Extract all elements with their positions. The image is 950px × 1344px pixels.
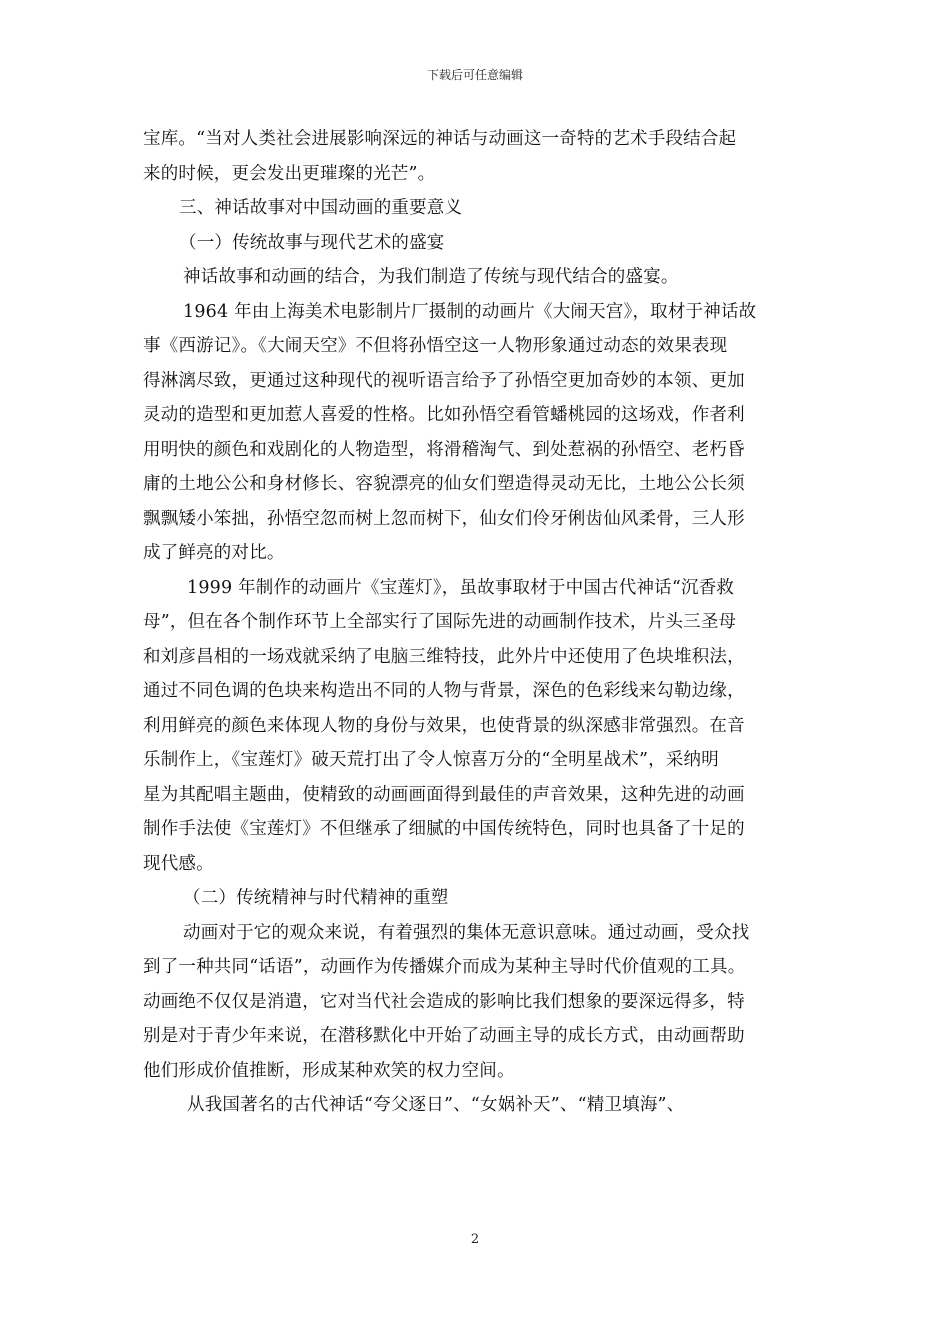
text-line: 来的时候，更会发出更璀璨的光芒”。	[143, 163, 436, 184]
text-line: 用明快的颜色和戏剧化的人物造型，将滑稽淘气、到处惹祸的孙悟空、老朽昏	[143, 439, 745, 460]
text-line: 宝库。“当对人类社会进展影响深远的神话与动画这一奇特的艺术手段结合起	[143, 129, 737, 149]
text-line: 现代感。	[143, 853, 214, 874]
text-line: 母”，但在各个制作环节上全部实行了国际先进的动画制作技术，片头三圣母	[143, 612, 737, 632]
text-line: 别是对于青少年来说，在潜移默化中开始了动画主导的成长方式，由动画帮助	[143, 1026, 745, 1046]
text-line: 事《西游记》。《大闹天空》不但将孙悟空这一人物形象通过动态的效果表现	[143, 336, 728, 356]
text-line: 乐制作上，《宝莲灯》破天荒打出了令人惊喜万分的“全明星战术”，采纳明	[143, 750, 719, 770]
page-header: 下载后可任意编辑	[426, 68, 523, 82]
text-line: 星为其配唱主题曲，使精致的动画画面得到最佳的声音效果，这种先进的动画	[143, 784, 745, 805]
text-line: 庸的土地公公和身材修长、容貌漂亮的仙女们塑造得灵动无比，土地公公长须	[143, 474, 745, 494]
document-body	[143, 122, 813, 1123]
text-line: 从我国著名的古代神话“夸父逐日”、“女娲补天”、“精卫填海”、	[187, 1095, 685, 1115]
text-line: 和刘彦昌相的一场戏就采纳了电脑三维特技，此外片中还使用了色块堆积法，	[143, 646, 745, 667]
text-line: 通过不同色调的色块来构造出不同的人物与背景，深色的色彩线来勾勒边缘，	[143, 681, 745, 701]
text-line: 到了一种共同“话语”，动画作为传播媒介而成为某种主导时代价值观的工具。	[143, 957, 746, 977]
text-line: 神话故事和动画的结合，为我们制造了传统与现代结合的盛宴。	[183, 267, 679, 287]
text-line: 1964 年由上海美术电影制片厂摄制的动画片《大闹天宫》，取材于神话故	[183, 301, 757, 322]
text-line: 制作手法使《宝莲灯》不但继承了细腻的中国传统特色，同时也具备了十足的	[143, 819, 745, 839]
text-line: 动画对于它的观众来说，有着强烈的集体无意识意味。通过动画，受众找	[183, 922, 750, 943]
text-line: 三、神话故事对中国动画的重要意义	[179, 198, 463, 218]
text-line: 得淋漓尽致，更通过这种现代的视听语言给予了孙悟空更加奇妙的本领、更加	[143, 370, 745, 391]
text-line: 动画绝不仅仅是消遣，它对当代社会造成的影响比我们想象的要深远得多，特	[143, 991, 745, 1012]
text-line: 灵动的造型和更加惹人喜爱的性格。比如孙悟空看管蟠桃园的这场戏，作者利	[143, 405, 745, 425]
text-line: 1999 年制作的动画片《宝莲灯》，虽故事取材于中国古代神话“沉香救	[187, 577, 735, 598]
text-line: （二）传统精神与时代精神的重塑	[183, 888, 449, 908]
text-line: 他们形成价值推断，形成某种欢笑的权力空间。	[143, 1060, 515, 1081]
text-line: 利用鲜亮的颜色来体现人物的身份与效果，也使背景的纵深感非常强烈。在音	[143, 715, 745, 736]
text-line: 飘飘矮小笨拙，孙悟空忽而树上忽而树下，仙女们伶牙俐齿仙风柔骨，三人形	[143, 508, 745, 529]
text-line: （一）传统故事与现代艺术的盛宴	[179, 232, 445, 253]
text-line: 成了鲜亮的对比。	[143, 543, 285, 563]
page-number: 2	[470, 1232, 480, 1247]
